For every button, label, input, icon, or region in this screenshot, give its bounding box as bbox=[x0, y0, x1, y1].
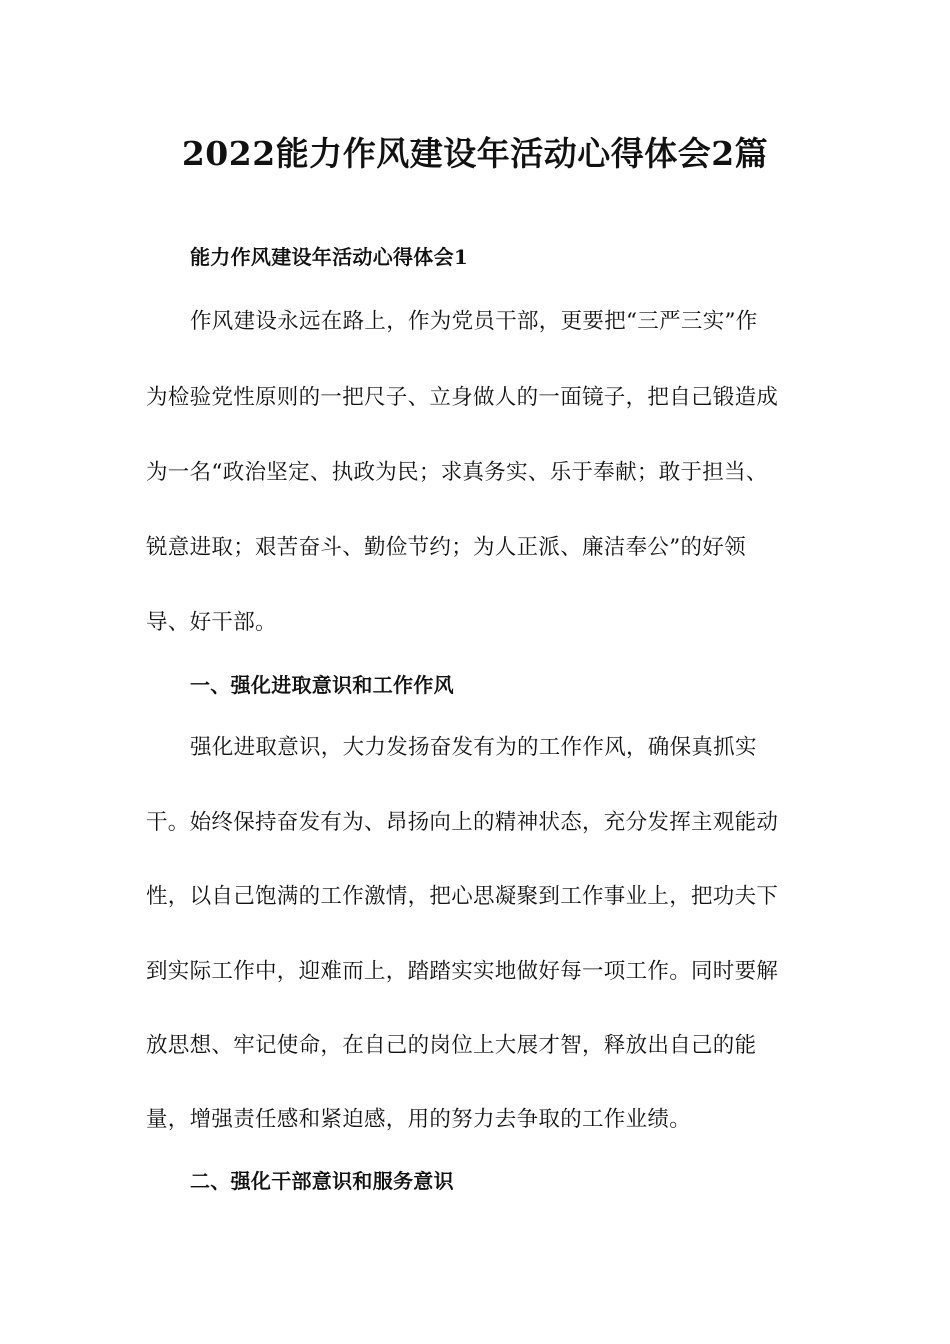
paragraph-line: 作风建设永远在路上，作为党员干部，更要把“三严三实”作 bbox=[190, 309, 758, 334]
paragraph-line: 放思想、牢记使命，在自己的岗位上大展才智，释放出自己的能 bbox=[146, 1033, 757, 1058]
section-heading: 二、强化干部意识和服务意识 bbox=[190, 1169, 454, 1193]
document-title: 2022能力作风建设年活动心得体会2篇 bbox=[181, 134, 769, 173]
subheading: 能力作风建设年活动心得体会1 bbox=[190, 245, 469, 269]
paragraph-line: 强化进取意识，大力发扬奋发有为的工作作风，确保真抓实 bbox=[190, 735, 757, 760]
paragraph-line: 性，以自己饱满的工作激情，把心思凝聚到工作事业上，把功夫下 bbox=[146, 884, 779, 909]
paragraph-line: 干。始终保持奋发有为、昂扬向上的精神状态，充分发挥主观能动 bbox=[146, 810, 779, 835]
paragraph-line: 到实际工作中，迎难而上，踏踏实实地做好每一项工作。同时要解 bbox=[146, 959, 779, 984]
paragraph-line: 导、好干部。 bbox=[146, 610, 277, 635]
section-heading: 一、强化进取意识和工作作风 bbox=[190, 673, 454, 697]
paragraph-line: 锐意进取；艰苦奋斗、勤俭节约；为人正派、廉洁奉公”的好领 bbox=[146, 535, 746, 560]
paragraph-line: 为检验党性原则的一把尺子、立身做人的一面镜子，把自己锻造成 bbox=[146, 385, 779, 410]
paragraph-line: 量，增强责任感和紧迫感，用的努力去争取的工作业绩。 bbox=[146, 1107, 692, 1132]
paragraph-line: 为一名“政治坚定、执政为民；求真务实、乐于奉献；敢于担当、 bbox=[146, 460, 768, 485]
